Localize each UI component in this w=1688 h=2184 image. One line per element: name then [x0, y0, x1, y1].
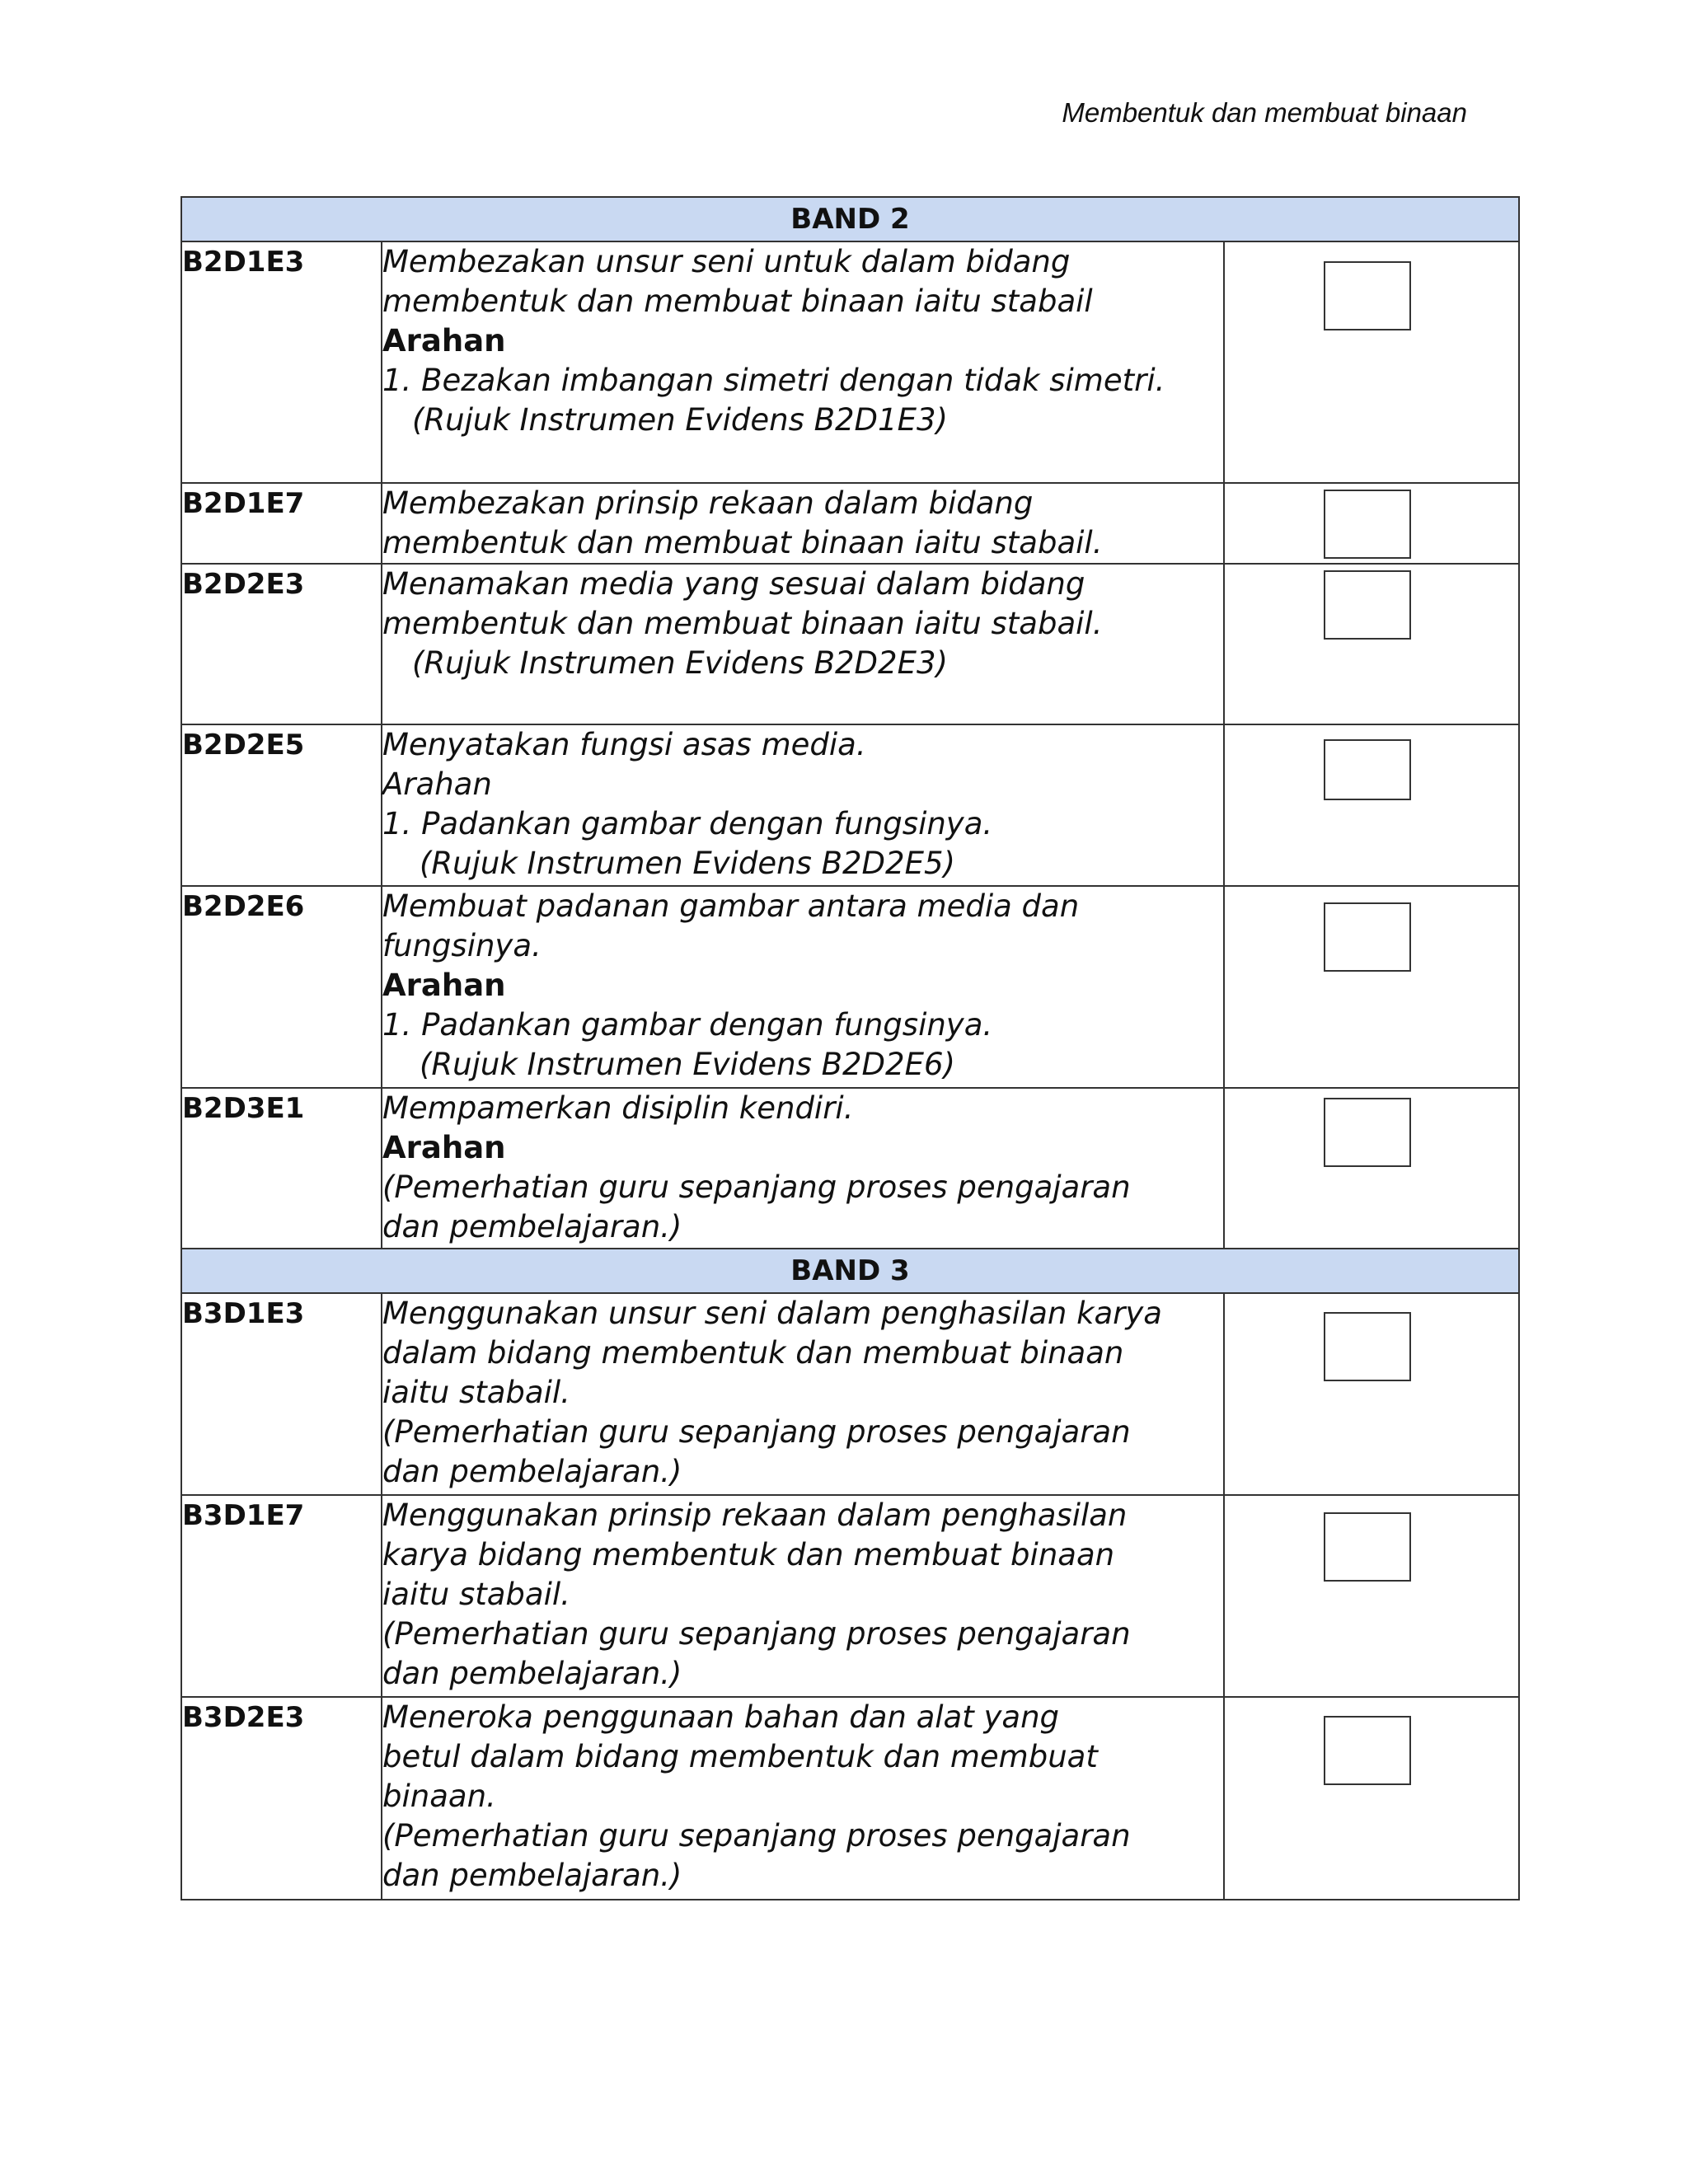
- row-code: B2D1E7: [181, 483, 382, 564]
- observation-line: (Pemerhatian guru sepanjang proses pengajaran: [382, 1616, 1131, 1652]
- arahan-label: Arahan: [382, 766, 492, 802]
- description-line: iaitu stabail.: [382, 1375, 570, 1410]
- checkbox-cell: [1224, 241, 1519, 483]
- arahan-label: Arahan: [382, 323, 506, 359]
- checkbox[interactable]: [1324, 1098, 1411, 1167]
- description-line: Membezakan unsur seni untuk dalam bidang: [382, 244, 1071, 279]
- description-line: Menamakan media yang sesuai dalam bidang: [382, 566, 1085, 602]
- description-line: Menggunakan unsur seni dalam penghasilan karya: [382, 1296, 1162, 1331]
- row-description: [382, 1088, 1224, 1249]
- checkbox-cell: [1224, 1697, 1519, 1900]
- description-line: karya bidang membentuk dan membuat binaan: [382, 1537, 1115, 1572]
- checkbox-cell: [1224, 1293, 1519, 1495]
- checkbox[interactable]: [1324, 1312, 1411, 1381]
- description-line: Menyatakan fungsi asas media.: [382, 727, 866, 762]
- band-checklist-table: [181, 196, 1520, 1900]
- row-code: B2D1E3: [181, 241, 382, 483]
- instruction-line: 1. Padankan gambar dengan fungsinya.: [382, 1007, 993, 1043]
- table-row: [181, 724, 1519, 886]
- description-line: membentuk dan membuat binaan iaitu stabail: [382, 284, 1093, 319]
- band-header-row: [181, 197, 1519, 241]
- observation-line: dan pembelajaran.): [382, 1209, 682, 1244]
- table-row: [181, 1697, 1519, 1900]
- instruction-line: 1. Padankan gambar dengan fungsinya.: [382, 806, 993, 841]
- description-line: binaan.: [382, 1779, 496, 1814]
- band-label: BAND 3: [181, 1249, 1519, 1293]
- table-row: [181, 1088, 1519, 1249]
- description-line: iaitu stabail.: [382, 1577, 570, 1612]
- row-code: B2D2E5: [181, 724, 382, 886]
- reference-line: (Rujuk Instrumen Evidens B2D2E5): [420, 846, 955, 881]
- checkbox[interactable]: [1324, 739, 1411, 800]
- arahan-label: Arahan: [382, 968, 506, 1003]
- observation-line: dan pembelajaran.): [382, 1858, 682, 1893]
- observation-line: (Pemerhatian guru sepanjang proses pengajaran: [382, 1818, 1131, 1854]
- checkbox-cell: [1224, 1088, 1519, 1249]
- row-description: [382, 483, 1224, 564]
- description-line: membentuk dan membuat binaan iaitu stabail.: [382, 606, 1103, 641]
- description-line: Meneroka penggunaan bahan dan alat yang: [382, 1699, 1060, 1735]
- description-line: betul dalam bidang membentuk dan membuat: [382, 1739, 1098, 1774]
- table-row: [181, 1293, 1519, 1495]
- observation-line: dan pembelajaran.): [382, 1454, 682, 1489]
- observation-line: dan pembelajaran.): [382, 1656, 682, 1691]
- row-description: [382, 564, 1224, 724]
- checkbox[interactable]: [1324, 490, 1411, 559]
- checkbox-cell: [1224, 1495, 1519, 1697]
- description-line: membentuk dan membuat binaan iaitu stabail.: [382, 525, 1103, 560]
- reference-line: (Rujuk Instrumen Evidens B2D1E3): [412, 402, 948, 438]
- row-description: [382, 724, 1224, 886]
- reference-line: (Rujuk Instrumen Evidens B2D2E3): [412, 645, 948, 681]
- row-description: [382, 1293, 1224, 1495]
- row-code: B3D1E3: [181, 1293, 382, 1495]
- row-code: B3D2E3: [181, 1697, 382, 1900]
- band-label: BAND 2: [181, 197, 1519, 241]
- row-description: [382, 1697, 1224, 1900]
- description-line: dalam bidang membentuk dan membuat binaan: [382, 1335, 1124, 1371]
- arahan-label: Arahan: [382, 1130, 506, 1165]
- reference-line: (Rujuk Instrumen Evidens B2D2E6): [420, 1047, 955, 1082]
- table-row: [181, 886, 1519, 1088]
- observation-line: (Pemerhatian guru sepanjang proses pengajaran: [382, 1414, 1131, 1450]
- checkbox[interactable]: [1324, 261, 1411, 330]
- table-row: [181, 564, 1519, 724]
- table-row: [181, 1495, 1519, 1697]
- table-row: [181, 241, 1519, 483]
- checkbox-cell: [1224, 724, 1519, 886]
- checkbox-cell: [1224, 483, 1519, 564]
- checkbox[interactable]: [1324, 1512, 1411, 1582]
- band-header-row: [181, 1249, 1519, 1293]
- checkbox[interactable]: [1324, 1716, 1411, 1785]
- description-line: Mempamerkan disiplin kendiri.: [382, 1090, 854, 1126]
- table-row: [181, 483, 1519, 564]
- row-code: B2D3E1: [181, 1088, 382, 1249]
- page-header: Membentuk dan membuat binaan: [1062, 97, 1467, 128]
- row-code: B3D1E7: [181, 1495, 382, 1697]
- observation-line: (Pemerhatian guru sepanjang proses pengajaran: [382, 1169, 1131, 1205]
- checkbox[interactable]: [1324, 902, 1411, 972]
- row-description: [382, 886, 1224, 1088]
- checkbox-cell: [1224, 564, 1519, 724]
- description-line: fungsinya.: [382, 928, 542, 963]
- row-description: [382, 241, 1224, 483]
- instruction-line: 1. Bezakan imbangan simetri dengan tidak simetri.: [382, 363, 1165, 398]
- checkbox[interactable]: [1324, 570, 1411, 640]
- description-line: Menggunakan prinsip rekaan dalam penghasilan: [382, 1497, 1128, 1533]
- row-code: B2D2E6: [181, 886, 382, 1088]
- checkbox-cell: [1224, 886, 1519, 1088]
- row-description: [382, 1495, 1224, 1697]
- description-line: Membezakan prinsip rekaan dalam bidang: [382, 485, 1034, 521]
- description-line: Membuat padanan gambar antara media dan: [382, 888, 1080, 924]
- row-code: B2D2E3: [181, 564, 382, 724]
